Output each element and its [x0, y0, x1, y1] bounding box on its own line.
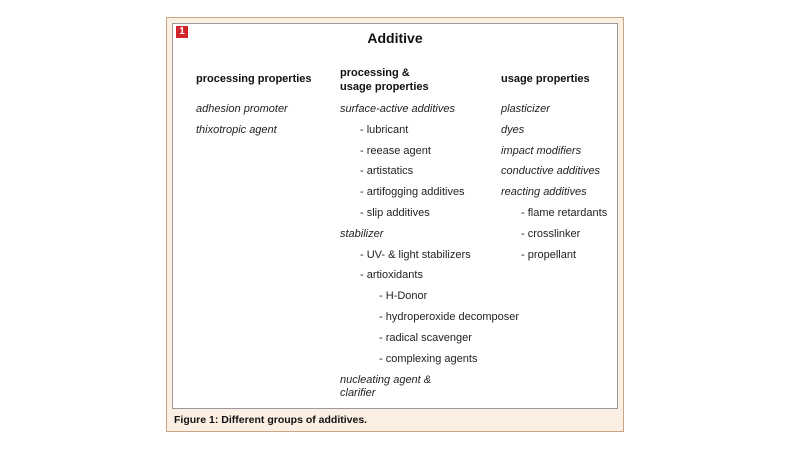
- reacting-item: - crosslinker: [521, 228, 581, 240]
- processing-usage-heading-line2: usage properties: [340, 81, 429, 93]
- nucleating-group-line1: nucleating agent &: [340, 374, 432, 386]
- usage-item: plasticizer: [501, 103, 550, 115]
- processing-properties-heading: processing properties: [196, 73, 312, 85]
- antioxidant-item: - complexing agents: [379, 353, 478, 365]
- antioxidant-item: - hydroperoxide decomposer: [379, 311, 520, 323]
- surface-active-item: - reease agent: [360, 145, 431, 157]
- usage-item: dyes: [501, 124, 525, 136]
- usage-item: reacting additives: [501, 186, 587, 198]
- figure-caption: Figure 1: Different groups of additives.: [174, 414, 368, 426]
- reacting-item: - flame retardants: [521, 207, 608, 219]
- figure-number-badge: 1: [176, 26, 188, 38]
- usage-item: impact modifiers: [501, 145, 582, 157]
- usage-item: conductive additives: [501, 165, 601, 177]
- surface-active-item: - artifogging additives: [360, 186, 465, 198]
- antioxidant-item: - radical scavenger: [379, 332, 472, 344]
- usage-properties-heading: usage properties: [501, 73, 590, 85]
- processing-item: thixotropic agent: [196, 124, 277, 136]
- surface-active-item: - artistatics: [360, 165, 414, 177]
- processing-usage-heading-line1: processing &: [340, 67, 410, 79]
- processing-item: adhesion promoter: [196, 103, 288, 115]
- surface-active-group: surface-active additives: [340, 103, 455, 115]
- stabilizer-group: stabilizer: [340, 228, 384, 240]
- antioxidant-item: - H-Donor: [379, 290, 428, 302]
- nucleating-group-line2: clarifier: [340, 387, 376, 399]
- reacting-item: - propellant: [521, 249, 577, 261]
- surface-active-item: - lubricant: [360, 124, 409, 136]
- surface-active-item: - slip additives: [360, 207, 430, 219]
- stabilizer-item: - artioxidants: [360, 269, 423, 281]
- stabilizer-item: - UV- & light stabilizers: [360, 249, 471, 261]
- diagram-title: Additive: [367, 30, 423, 46]
